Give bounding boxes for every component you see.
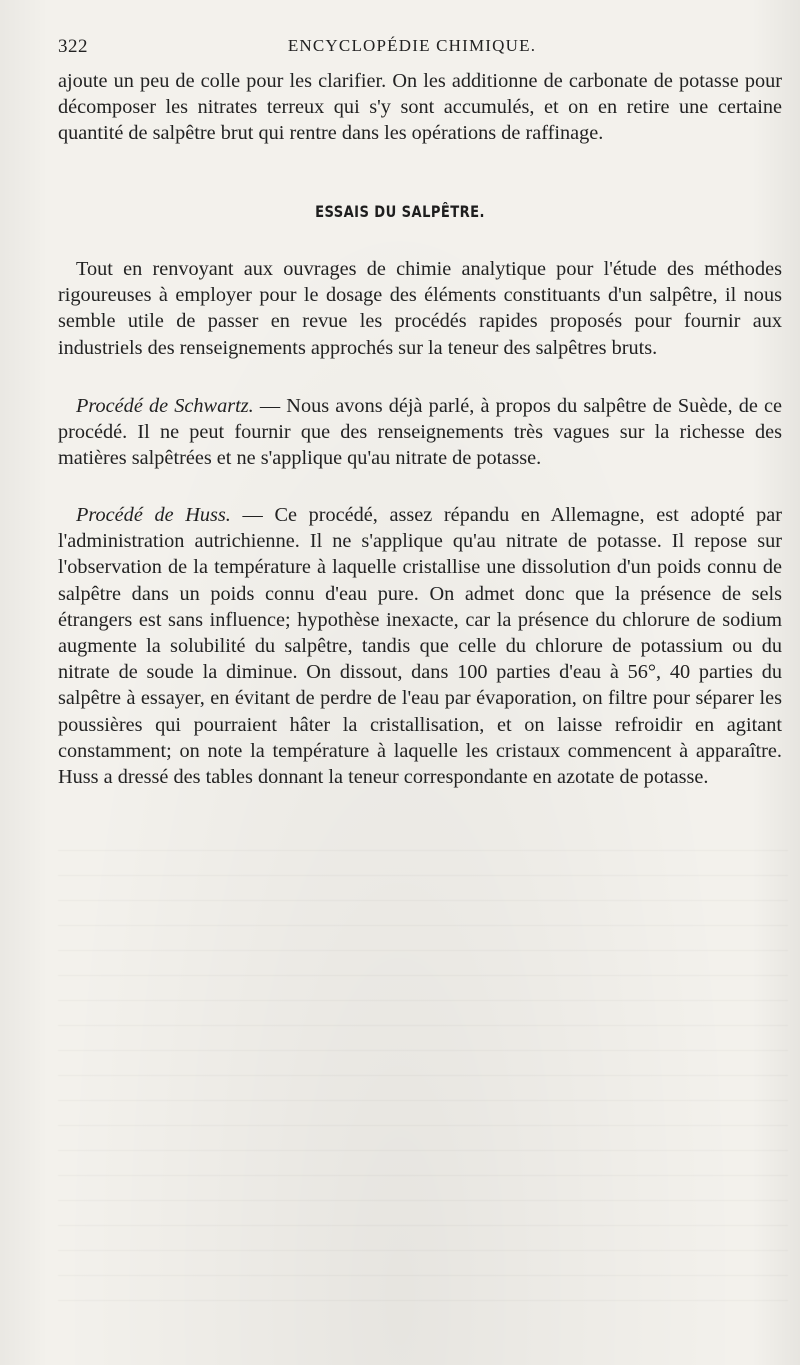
method-name-schwartz: Procédé de Schwartz. — [76, 395, 254, 417]
paragraph-huss — [58, 502, 782, 790]
paragraph-huss-text: — Ce procédé, assez répandu en Allemagne, est adopté par l'administration autrichienne. Il ne s'applique qu'au nitrate de potasse. Il repose sur l'observation de la température à laquelle cristallise une dissolution d'un poids connu de salpêtre dans un poids connu d'eau pure. On admet donc que la présence de sels étrangers est sans influence; hypothèse inexacte, car la présence du chlorure de sodium augmente la solubilité du salpêtre, tandis que celle du chlorure de potassium ou du nitrate de soude la diminue. On dissout, dans 100 parties d'eau à 56°, 40 parties du salpêtre à essayer, en évitant de perdre de l'eau par évaporation, on filtre pour séparer les poussières qui pourraient hâter la cristallisation, et on laisse refroidir en agitant constamment; on note la température à laquelle les cristaux commencent à apparaître. Huss a dressé des tables donnant la teneur correspondante en azotate de potasse. — [58, 504, 783, 789]
paragraph-schwartz-text: — Nous avons déjà parlé, à propos du salpêtre de Suède, de ce procédé. Il ne peut fournir que des renseignements très vagues sur la richesse des matières salpêtrées et ne s'applique qu'au nitrate de potasse. — [58, 395, 782, 470]
running-head — [58, 36, 766, 60]
running-title: ENCYCLOPÉDIE CHIMIQUE. — [287, 36, 537, 55]
page-number: 322 — [58, 36, 88, 57]
section-heading: ESSAIS DU SALPÊTRE. — [315, 202, 485, 221]
paragraph-schwartz — [58, 393, 782, 472]
bleed-through-area — [58, 838, 788, 1308]
method-name-huss: Procédé de Huss. — [76, 504, 231, 526]
paragraph-overview: Tout en renvoyant aux ouvrages de chimie analytique pour l'étude des méthodes rigoureuses à employer pour le dosage des éléments constituants d'un salpêtre, il nous semble utile de passer en revue les procédés rapides proposés pour fournir aux industriels des renseignements approchés sur la teneur des salpêtres bruts. — [58, 258, 782, 359]
paragraph-intro: ajoute un peu de colle pour les clarifier. On les additionne de carbonate de potasse pour décomposer les nitrates terreux qui s'y sont accumulés, et on en retire une certaine quantité de salpêtre brut qui rentre dans les opérations de raffinage. — [58, 70, 782, 145]
